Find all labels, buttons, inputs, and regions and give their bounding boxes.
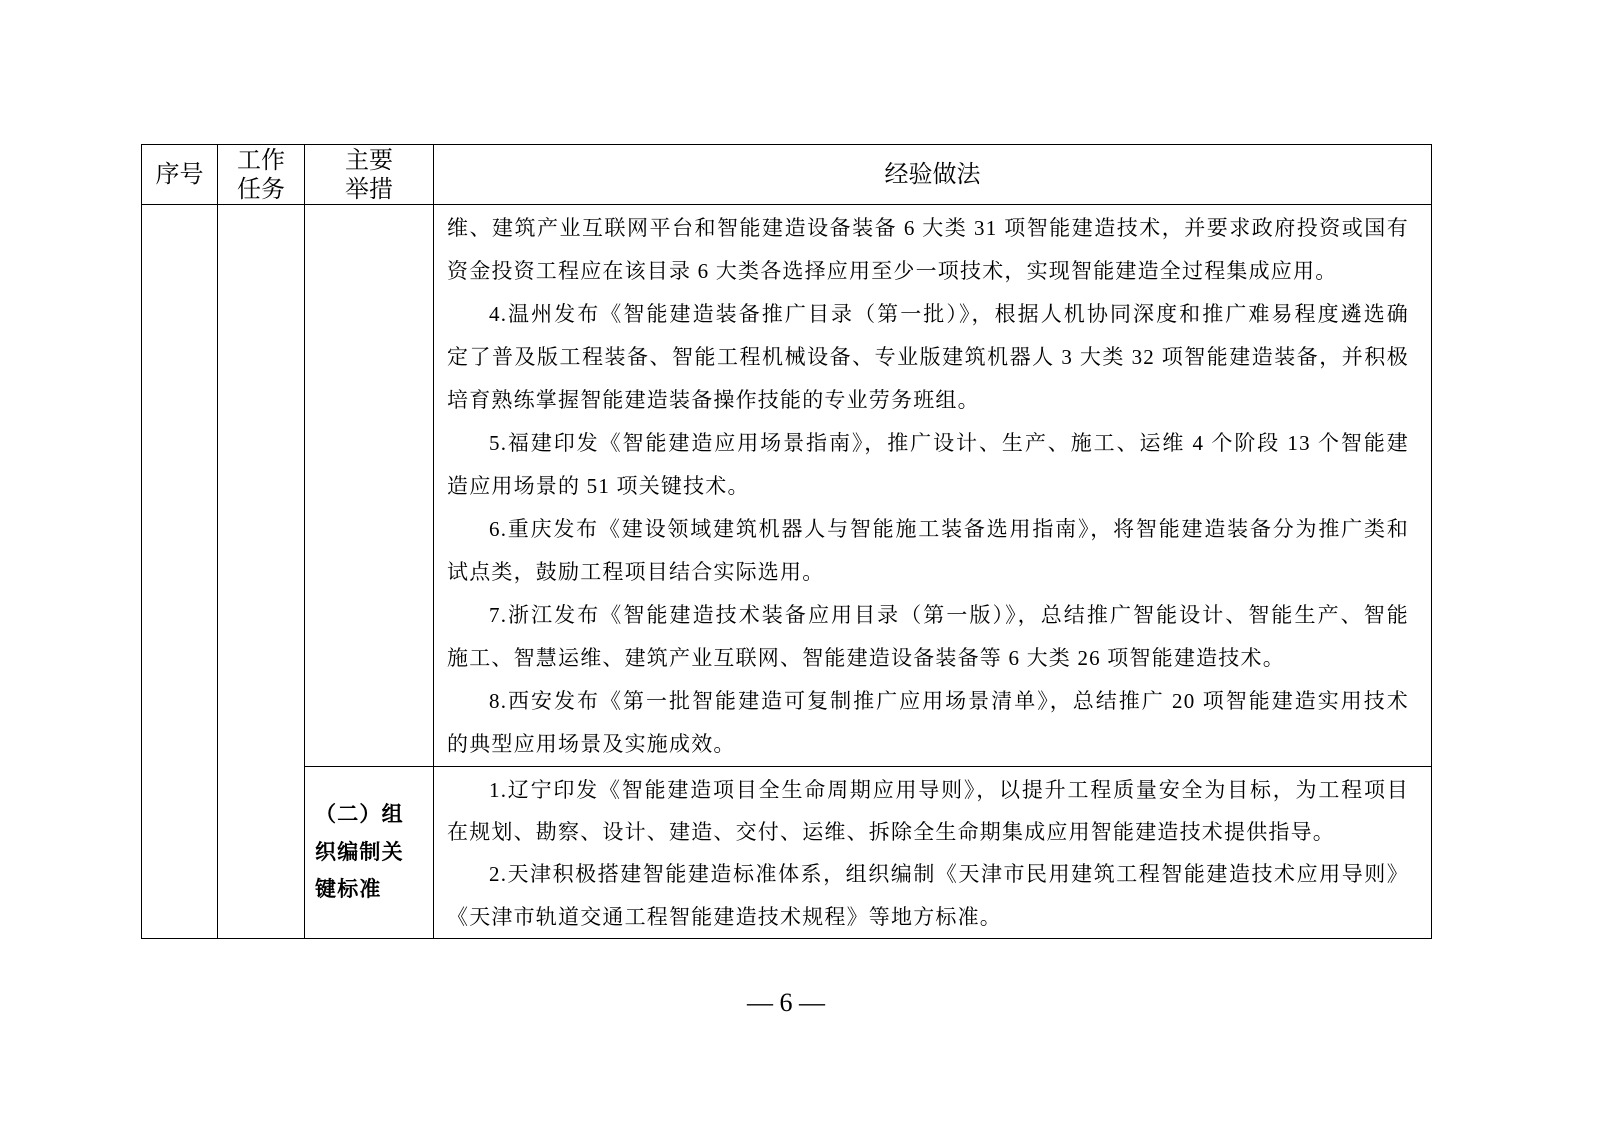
- header-measure-line-1: 主要: [345, 146, 393, 174]
- practice-text-block: [434, 205, 1431, 766]
- measure-text: （二）组织编制关键标准: [315, 802, 404, 902]
- practice-line: 5.福建印发《智能建造应用场景指南》，推广设计、生产、施工、运维 4 个阶段 13 个智能建: [489, 431, 1409, 455]
- practice-cell: [434, 205, 1432, 767]
- header-measure-line-2: 举措: [345, 175, 393, 203]
- practice-line: 4.温州发布《智能建造装备推广目录（第一批）》，根据人机协同深度和推广难易程度遴选确: [489, 302, 1409, 326]
- header-task-line-1: 工作: [237, 146, 285, 174]
- practice-line: 2.天津积极搭建智能建造标准体系，组织编制《天津市民用建筑工程智能建造技术应用导则》: [489, 862, 1409, 887]
- seq-cell: [142, 205, 218, 939]
- practice-line: 1.辽宁印发《智能建造项目全生命周期应用导则》，以提升工程质量安全为目标，为工程项目: [489, 778, 1409, 802]
- practice-line: 培育熟练掌握智能建造装备操作技能的专业劳务班组。: [447, 388, 980, 412]
- table-row: [142, 767, 1432, 939]
- table-row: [142, 205, 1432, 767]
- practice-line: 6.重庆发布《建设领域建筑机器人与智能施工装备选用指南》，将智能建造装备分为推广类和: [489, 517, 1409, 541]
- practice-line: 的典型应用场景及实施成效。: [447, 732, 736, 756]
- header-seq: [142, 145, 218, 205]
- practice-cell: [434, 767, 1432, 939]
- header-practice-label: 经验做法: [884, 161, 981, 188]
- task-cell: [218, 205, 305, 939]
- practice-line: 在规划、勘察、设计、建造、交付、运维、拆除全生命期集成应用智能建造技术提供指导。: [447, 820, 1335, 845]
- practice-line: 资金投资工程应在该目录 6 大类各选择应用至少一项技术，实现智能建造全过程集成应用。: [447, 259, 1338, 283]
- practice-text-block: [434, 767, 1431, 938]
- experience-table: [141, 144, 1432, 939]
- practice-line: 定了普及版工程装备、智能工程机械设备、专业版建筑机器人 3 大类 32 项智能建造装备，并积极: [447, 345, 1409, 369]
- header-measure: [305, 145, 434, 205]
- practice-line: 试点类，鼓励工程项目结合实际选用。: [447, 560, 825, 584]
- page-number: — 6 —: [747, 988, 825, 1017]
- measure-cell: [305, 767, 434, 939]
- header-practice: [434, 145, 1432, 205]
- header-task: [218, 145, 305, 205]
- header-seq-label: 序号: [155, 161, 204, 188]
- header-task-line-2: 任务: [237, 175, 285, 203]
- practice-line: 造应用场景的 51 项关键技术。: [447, 474, 750, 498]
- practice-line: 维、建筑产业互联网平台和智能建造设备装备 6 大类 31 项智能建造技术，并要求政府投资或国有: [447, 216, 1409, 240]
- practice-line: 《天津市轨道交通工程智能建造技术规程》等地方标准。: [447, 904, 1002, 929]
- practice-line: 7.浙江发布《智能建造技术装备应用目录（第一版）》，总结推广智能设计、智能生产、智能: [489, 603, 1409, 627]
- practice-line: 8.西安发布《第一批智能建造可复制推广应用场景清单》，总结推广 20 项智能建造实用技术: [489, 689, 1409, 713]
- practice-line: 施工、智慧运维、建筑产业互联网、智能建造设备装备等 6 大类 26 项智能建造技术。: [447, 646, 1285, 670]
- table-header-row: [142, 145, 1432, 205]
- measure-cell: [305, 205, 434, 767]
